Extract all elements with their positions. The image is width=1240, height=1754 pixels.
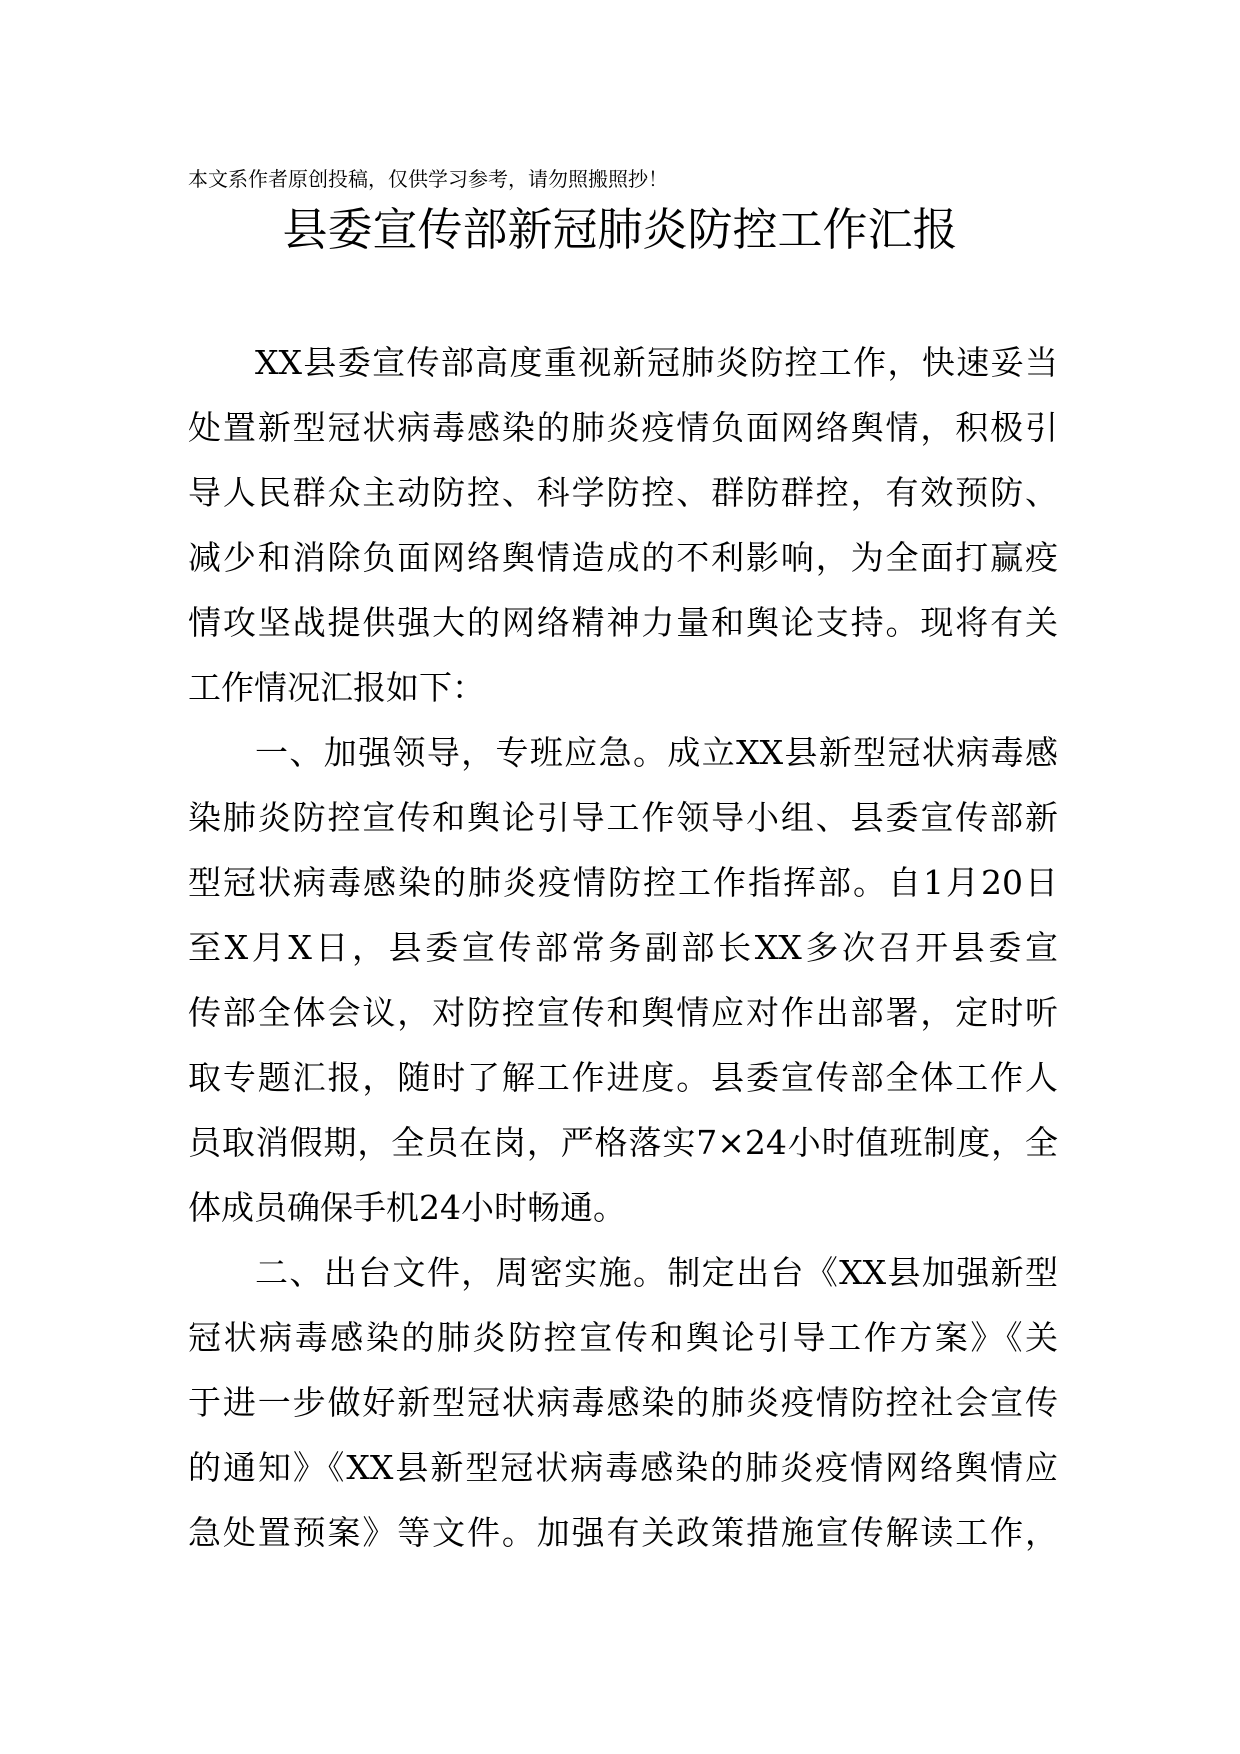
paragraph-line: 导人民群众主动防控、科学防控、群防群控，有效预防、 (188, 473, 1058, 512)
paragraph-line: 体成员确保手机24小时畅通。 (188, 1188, 626, 1227)
paragraph-line: 减少和消除负面网络舆情造成的不利影响，为全面打赢疫 (188, 538, 1058, 577)
paragraph-line: 于进一步做好新型冠状病毒感染的肺炎疫情防控社会宣传 (188, 1383, 1058, 1422)
paragraph-line: 染肺炎防控宣传和舆论引导工作领导小组、县委宣传部新 (188, 798, 1058, 837)
paragraph-line: 冠状病毒感染的肺炎防控宣传和舆论引导工作方案》《关 (188, 1318, 1058, 1357)
paragraph-line: 工作情况汇报如下： (188, 668, 485, 707)
paragraph-line: 一、加强领导，专班应急。成立XX县新型冠状病毒感 (255, 733, 1058, 772)
document-title: 县委宣传部新冠肺炎防控工作汇报 (282, 203, 958, 256)
paragraph-line: 二、出台文件，周密实施。制定出台《XX县加强新型 (255, 1253, 1058, 1292)
copyright-note: 本文系作者原创投稿，仅供学习参考，请勿照搬照抄！ (188, 167, 668, 191)
paragraph-line: 急处置预案》等文件。加强有关政策措施宣传解读工作， (188, 1513, 1058, 1552)
paragraph-line: 处置新型冠状病毒感染的肺炎疫情负面网络舆情，积极引 (188, 408, 1058, 447)
document-body (188, 330, 1058, 1565)
paragraph-line: 型冠状病毒感染的肺炎疫情防控工作指挥部。自1月20日 (188, 863, 1058, 902)
paragraph-line: 情攻坚战提供强大的网络精神力量和舆论支持。现将有关 (188, 603, 1058, 642)
paragraph-line: 至X月X日，县委宣传部常务副部长XX多次召开县委宣 (188, 928, 1058, 967)
paragraph-line: 的通知》《XX县新型冠状病毒感染的肺炎疫情网络舆情应 (188, 1448, 1058, 1487)
paragraph-line: 员取消假期，全员在岗，严格落实7×24小时值班制度，全 (188, 1123, 1058, 1162)
paragraph-line: XX县委宣传部高度重视新冠肺炎防控工作，快速妥当 (255, 343, 1058, 382)
paragraph-line: 传部全体会议，对防控宣传和舆情应对作出部署，定时听 (188, 993, 1058, 1032)
paragraph-line: 取专题汇报，随时了解工作进度。县委宣传部全体工作人 (188, 1058, 1058, 1097)
